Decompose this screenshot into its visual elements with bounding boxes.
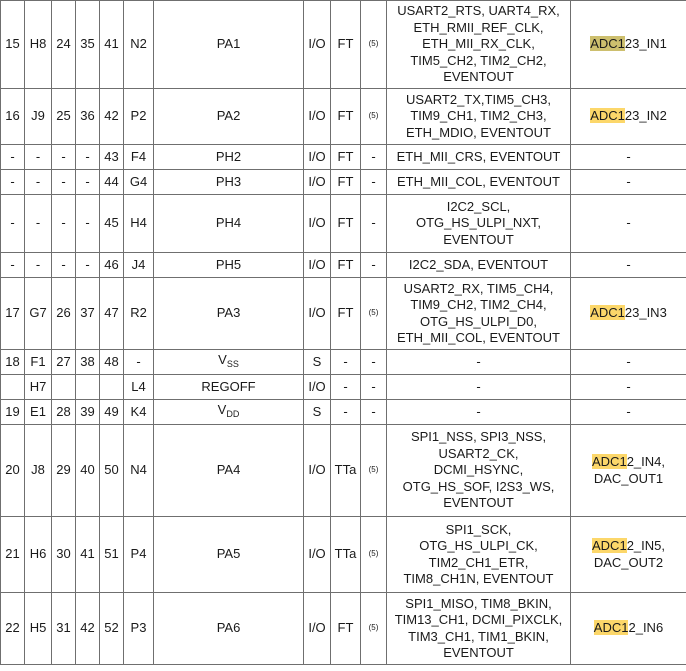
io-structure-cell: - xyxy=(331,350,361,375)
table-row xyxy=(1,517,686,593)
alternate-functions-cell xyxy=(387,278,571,350)
notes-cell: - xyxy=(361,170,387,195)
io-structure-cell: FT xyxy=(331,145,361,170)
io-structure-cell: - xyxy=(331,375,361,400)
additional-function-line: ADC12_IN4, xyxy=(592,454,665,469)
table-row xyxy=(1,170,686,195)
pin-wlcsp90-cell: F1 xyxy=(25,350,52,375)
additional-functions-cell xyxy=(571,278,686,350)
pin-lqfp64-cell: 15 xyxy=(1,1,25,89)
pin-wlcsp90-cell: - xyxy=(25,145,52,170)
pin-lqfp176-cell: 45 xyxy=(100,195,124,253)
alt-function-line: OTG_HS_ULPI_NXT, xyxy=(416,215,541,231)
pin-lqfp144-cell: 40 xyxy=(76,425,100,517)
alternate-functions-cell xyxy=(387,400,571,425)
pin-type-cell: I/O xyxy=(304,517,331,593)
search-highlight: ADC1 xyxy=(590,108,625,124)
pin-lqfp176-cell: 42 xyxy=(100,89,124,145)
pin-lqfp64-cell: 22 xyxy=(1,593,25,665)
alt-function-line: EVENTOUT xyxy=(443,495,514,511)
additional-function-line: - xyxy=(626,148,631,164)
io-structure-cell: FT xyxy=(331,1,361,89)
table-row xyxy=(1,278,686,350)
pin-type-cell: I/O xyxy=(304,253,331,278)
pin-wlcsp90-cell: G7 xyxy=(25,278,52,350)
additional-function-line: - xyxy=(626,403,631,419)
alt-function-line: ETH_RMII_REF_CLK, xyxy=(413,19,544,35)
pin-type-cell: I/O xyxy=(304,89,331,145)
alt-function-line: TIM2_CH1_ETR, xyxy=(428,554,529,570)
pin-ufbga176-cell: R2 xyxy=(124,278,154,350)
alt-function-line: USART2_RTS, UART4_RX, xyxy=(397,3,560,19)
additional-function-line: ADC12_IN6 xyxy=(593,620,664,636)
pin-name-cell: $V_{DD}$ xyxy=(154,400,304,425)
pin-type-cell: I/O xyxy=(304,425,331,517)
additional-function-line: ADC123_IN2 xyxy=(590,108,667,124)
alt-function-line: ETH_MII_RX_CLK, xyxy=(422,36,535,52)
pin-wlcsp90-cell: J9 xyxy=(25,89,52,145)
alternate-functions-cell xyxy=(387,425,571,517)
alternate-functions-cell xyxy=(387,170,571,195)
pin-ufbga176-cell: N2 xyxy=(124,1,154,89)
notes-cell xyxy=(361,425,387,517)
table-row xyxy=(1,195,686,253)
additional-function-line: DAC_OUT1 xyxy=(593,470,664,486)
pin-lqfp176-cell: 50 xyxy=(100,425,124,517)
additional-functions-cell xyxy=(571,425,686,517)
pin-wlcsp90-cell: H5 xyxy=(25,593,52,665)
alt-function-line: EVENTOUT xyxy=(443,69,514,85)
additional-functions-cell xyxy=(571,1,686,89)
pin-lqfp144-cell xyxy=(76,375,100,400)
additional-functions-cell xyxy=(571,253,686,278)
pin-lqfp64-cell: 18 xyxy=(1,350,25,375)
alternate-functions-cell xyxy=(387,375,571,400)
alt-function-line: USART2_CK, xyxy=(438,445,519,461)
pin-lqfp176-cell: 51 xyxy=(100,517,124,593)
alt-function-line: SPI1_MISO, TIM8_BKIN, xyxy=(405,595,552,611)
alt-function-line: TIM8_CH1N, EVENTOUT xyxy=(403,571,554,586)
pin-lqfp64-cell: 20 xyxy=(1,425,25,517)
pin-lqfp176-cell: 46 xyxy=(100,253,124,278)
pin-type-cell: I/O xyxy=(304,278,331,350)
pin-lqfp176-cell xyxy=(100,375,124,400)
alt-function-line: DCMI_HSYNC, xyxy=(433,462,524,478)
pin-lqfp144-cell: 41 xyxy=(76,517,100,593)
notes-cell xyxy=(361,517,387,593)
pin-lqfp176-cell: 49 xyxy=(100,400,124,425)
additional-functions-cell xyxy=(571,195,686,253)
pin-name-cell: PA2 xyxy=(154,89,304,145)
additional-function-line: ADC123_IN3 xyxy=(590,305,667,321)
pin-lqfp64-cell xyxy=(1,375,25,400)
pin-lqfp64-cell: 16 xyxy=(1,89,25,145)
pin-lqfp64-cell: 21 xyxy=(1,517,25,593)
alt-function-line: OTG_HS_ULPI_CK, xyxy=(419,538,538,553)
alt-function-line: TIM5_CH2, TIM2_CH2, xyxy=(410,52,547,68)
pin-lqfp144-cell: 39 xyxy=(76,400,100,425)
pin-lqfp144-cell: 38 xyxy=(76,350,100,375)
alt-function-line: USART2_RX, TIM5_CH4, xyxy=(403,280,554,296)
notes-cell: - xyxy=(361,375,387,400)
search-highlight: ADC1 xyxy=(593,620,629,636)
additional-function-line: - xyxy=(626,215,631,231)
notes-cell xyxy=(361,278,387,350)
additional-function-line: - xyxy=(626,378,631,394)
pin-lqfp64-cell: - xyxy=(1,253,25,278)
pin-name-cell: PH4 xyxy=(154,195,304,253)
table-row xyxy=(1,1,686,89)
additional-functions-cell xyxy=(571,400,686,425)
alternate-functions-cell xyxy=(387,593,571,665)
pin-ufbga176-cell: G4 xyxy=(124,170,154,195)
note-ref: (5) xyxy=(368,548,379,558)
pin-type-cell: S xyxy=(304,350,331,375)
additional-functions-cell xyxy=(571,89,686,145)
alt-function-line: I2C2_SDA, EVENTOUT xyxy=(408,256,549,272)
pin-lqfp176-cell: 47 xyxy=(100,278,124,350)
pin-lqfp64-cell: 19 xyxy=(1,400,25,425)
pin-name-cell: PH2 xyxy=(154,145,304,170)
pin-name-cell: PA4 xyxy=(154,425,304,517)
pin-lqfp100-cell: 24 xyxy=(52,1,76,89)
search-highlight: ADC1 xyxy=(592,538,627,553)
pin-ufbga176-cell: P4 xyxy=(124,517,154,593)
pin-name-cell: REGOFF xyxy=(154,375,304,400)
pin-lqfp64-cell: - xyxy=(1,170,25,195)
pin-ufbga176-cell: N4 xyxy=(124,425,154,517)
pin-lqfp100-cell: 30 xyxy=(52,517,76,593)
additional-functions-cell xyxy=(571,145,686,170)
pin-lqfp176-cell: 43 xyxy=(100,145,124,170)
notes-cell: - xyxy=(361,145,387,170)
alt-function-line: ETH_MII_CRS, EVENTOUT xyxy=(396,148,561,164)
alt-function-line: OTG_HS_SOF, I2S3_WS, xyxy=(402,478,555,494)
alternate-functions-cell xyxy=(387,89,571,145)
alt-function-line: I2C2_SCL, xyxy=(446,198,511,214)
pin-lqfp176-cell: 44 xyxy=(100,170,124,195)
pin-lqfp100-cell: 28 xyxy=(52,400,76,425)
notes-cell xyxy=(361,89,387,145)
alternate-functions-cell xyxy=(387,350,571,375)
subscript-label: DD xyxy=(226,408,240,419)
pin-lqfp144-cell: 42 xyxy=(76,593,100,665)
alt-function-line: - xyxy=(476,403,481,419)
table-row xyxy=(1,593,686,665)
alternate-functions-cell xyxy=(387,195,571,253)
pin-lqfp100-cell: 26 xyxy=(52,278,76,350)
io-structure-cell: FT xyxy=(331,89,361,145)
pin-name-cell: PH5 xyxy=(154,253,304,278)
pin-lqfp144-cell: - xyxy=(76,253,100,278)
notes-cell: - xyxy=(361,195,387,253)
additional-functions-cell xyxy=(571,170,686,195)
alt-function-line: ETH_MDIO, EVENTOUT xyxy=(406,124,551,140)
io-structure-cell: - xyxy=(331,400,361,425)
pin-lqfp100-cell: - xyxy=(52,253,76,278)
io-structure-cell: FT xyxy=(331,278,361,350)
pin-name-cell: PA5 xyxy=(154,517,304,593)
pin-lqfp176-cell: 48 xyxy=(100,350,124,375)
pin-lqfp144-cell: - xyxy=(76,145,100,170)
pin-type-cell: I/O xyxy=(304,375,331,400)
pin-ufbga176-cell: K4 xyxy=(124,400,154,425)
pin-wlcsp90-cell: H8 xyxy=(25,1,52,89)
note-ref: (5) xyxy=(368,110,379,120)
pin-wlcsp90-cell: - xyxy=(25,195,52,253)
io-structure-cell: FT xyxy=(331,195,361,253)
subscript-label: SS xyxy=(226,358,239,369)
pin-name-cell: PH3 xyxy=(154,170,304,195)
note-ref: (5) xyxy=(368,38,379,48)
pin-lqfp144-cell: 36 xyxy=(76,89,100,145)
pin-ufbga176-cell: P2 xyxy=(124,89,154,145)
pin-lqfp176-cell: 41 xyxy=(100,1,124,89)
pin-lqfp64-cell: - xyxy=(1,195,25,253)
alt-function-line: SPI1_NSS, SPI3_NSS, xyxy=(410,429,547,445)
pin-name-cell: $V_{SS}$ xyxy=(154,350,304,375)
additional-function-line: DAC_OUT2 xyxy=(593,554,664,570)
pin-name-cell: PA6 xyxy=(154,593,304,665)
pin-ufbga176-cell: P3 xyxy=(124,593,154,665)
pin-lqfp100-cell: 31 xyxy=(52,593,76,665)
pin-lqfp144-cell: 35 xyxy=(76,1,100,89)
table-row xyxy=(1,400,686,425)
table-row xyxy=(1,145,686,170)
pin-type-cell: I/O xyxy=(304,170,331,195)
alt-function-line: USART2_TX,TIM5_CH3, xyxy=(406,91,551,107)
additional-function-line: ADC123_IN1 xyxy=(590,36,667,52)
pin-type-cell: S xyxy=(304,400,331,425)
search-highlight: ADC1 xyxy=(592,454,627,469)
alternate-functions-cell xyxy=(387,1,571,89)
table-row xyxy=(1,375,686,400)
notes-cell xyxy=(361,593,387,665)
alt-function-line: TIM13_CH1, DCMI_PIXCLK, xyxy=(394,612,563,627)
alt-function-line: EVENTOUT xyxy=(443,231,514,247)
additional-functions-cell xyxy=(571,350,686,375)
alt-function-line: ETH_MII_COL, EVENTOUT xyxy=(396,173,560,189)
pin-ufbga176-cell: F4 xyxy=(124,145,154,170)
pin-ufbga176-cell: L4 xyxy=(124,375,154,400)
alt-function-line: OTG_HS_ULPI_D0, xyxy=(419,313,538,329)
pin-lqfp144-cell: - xyxy=(76,195,100,253)
pin-lqfp176-cell: 52 xyxy=(100,593,124,665)
pin-lqfp100-cell: 27 xyxy=(52,350,76,375)
pin-type-cell: I/O xyxy=(304,145,331,170)
pin-wlcsp90-cell: - xyxy=(25,170,52,195)
pin-type-cell: I/O xyxy=(304,1,331,89)
alt-function-line: - xyxy=(476,378,481,394)
note-ref: (5) xyxy=(368,622,379,632)
pin-ufbga176-cell: - xyxy=(124,350,154,375)
pin-lqfp64-cell: 17 xyxy=(1,278,25,350)
additional-functions-cell xyxy=(571,593,686,665)
alt-function-line: TIM9_CH2, TIM2_CH4, xyxy=(410,297,547,312)
note-ref: (5) xyxy=(368,464,379,474)
io-structure-cell: TTa xyxy=(331,517,361,593)
io-structure-cell: TTa xyxy=(331,425,361,517)
alternate-functions-cell xyxy=(387,517,571,593)
pin-type-cell: I/O xyxy=(304,593,331,665)
table-row xyxy=(1,253,686,278)
search-highlight: ADC1 xyxy=(590,36,625,52)
pin-wlcsp90-cell: H6 xyxy=(25,517,52,593)
io-structure-cell: FT xyxy=(331,170,361,195)
pin-name-cell: PA3 xyxy=(154,278,304,350)
pin-wlcsp90-cell: E1 xyxy=(25,400,52,425)
notes-cell: - xyxy=(361,253,387,278)
search-highlight: ADC1 xyxy=(590,305,625,321)
alt-function-line: TIM9_CH1, TIM2_CH3, xyxy=(410,108,547,124)
pin-lqfp144-cell: - xyxy=(76,170,100,195)
pin-ufbga176-cell: J4 xyxy=(124,253,154,278)
alt-function-line: TIM3_CH1, TIM1_BKIN, xyxy=(408,628,549,644)
pin-name-cell: PA1 xyxy=(154,1,304,89)
alternate-functions-cell xyxy=(387,253,571,278)
alt-function-line: SPI1_SCK, xyxy=(445,521,512,537)
additional-function-line: - xyxy=(626,353,631,369)
alt-function-line: EVENTOUT xyxy=(443,645,514,660)
pin-wlcsp90-cell: H7 xyxy=(25,375,52,400)
pin-lqfp100-cell: 29 xyxy=(52,425,76,517)
pinout-table-body xyxy=(1,1,686,665)
note-ref: (5) xyxy=(368,307,379,317)
table-row xyxy=(1,350,686,375)
io-structure-cell: FT xyxy=(331,253,361,278)
pin-wlcsp90-cell: - xyxy=(25,253,52,278)
pin-wlcsp90-cell: J8 xyxy=(25,425,52,517)
alt-function-line: ETH_MII_COL, EVENTOUT xyxy=(396,330,560,345)
notes-cell xyxy=(361,1,387,89)
additional-function-line: - xyxy=(626,256,631,272)
pin-ufbga176-cell: H4 xyxy=(124,195,154,253)
pin-lqfp64-cell: - xyxy=(1,145,25,170)
notes-cell: - xyxy=(361,350,387,375)
additional-function-line: - xyxy=(626,173,631,189)
pin-type-cell: I/O xyxy=(304,195,331,253)
additional-functions-cell xyxy=(571,517,686,593)
pin-lqfp100-cell: - xyxy=(52,195,76,253)
pin-lqfp100-cell: - xyxy=(52,145,76,170)
notes-cell: - xyxy=(361,400,387,425)
pin-lqfp100-cell xyxy=(52,375,76,400)
table-row xyxy=(1,425,686,517)
pin-lqfp100-cell: - xyxy=(52,170,76,195)
additional-functions-cell xyxy=(571,375,686,400)
table-row xyxy=(1,89,686,145)
additional-function-line: ADC12_IN5, xyxy=(592,538,665,553)
alternate-functions-cell xyxy=(387,145,571,170)
pin-lqfp144-cell: 37 xyxy=(76,278,100,350)
pin-lqfp100-cell: 25 xyxy=(52,89,76,145)
io-structure-cell: FT xyxy=(331,593,361,665)
alt-function-line: - xyxy=(476,353,481,369)
